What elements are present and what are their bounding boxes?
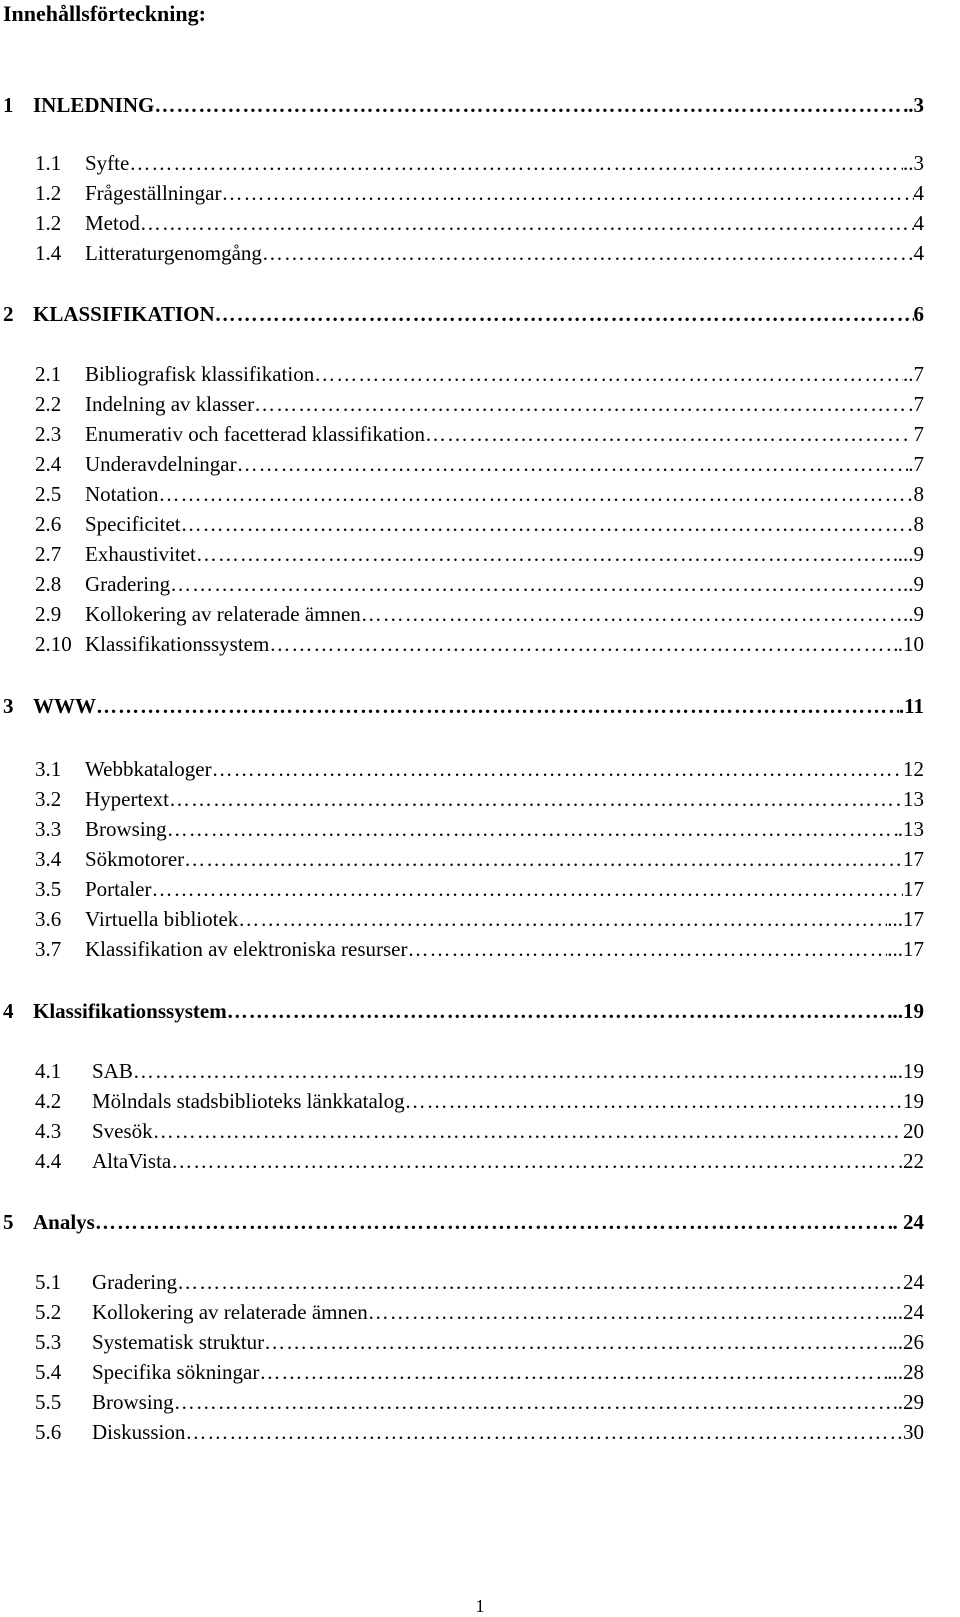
toc-entry-title: WWW — [33, 694, 96, 718]
toc-page-number: .7 — [908, 392, 924, 416]
toc-page-number: ...28 — [887, 1360, 924, 1384]
toc-entry-number: 4 — [3, 999, 14, 1023]
toc-section-entry[interactable] — [35, 935, 924, 963]
toc-entry-title: Klassifikation av elektroniska resurser — [85, 937, 408, 961]
toc-section-entry[interactable] — [35, 390, 924, 418]
toc-page-number: 17 — [903, 847, 924, 871]
toc-dot-leader — [215, 300, 914, 328]
toc-page-number: 19 — [903, 1089, 924, 1113]
toc-dot-leader — [133, 1057, 893, 1085]
toc-page-number: .13 — [897, 817, 924, 841]
toc-dot-leader — [238, 905, 887, 933]
toc-dot-leader — [237, 450, 909, 478]
toc-page-number: ..9 — [903, 602, 924, 626]
toc-entry-title: AltaVista — [92, 1149, 172, 1173]
toc-dot-leader — [314, 360, 903, 388]
toc-dot-leader — [221, 179, 913, 207]
toc-page-number: .4 — [908, 241, 924, 265]
toc-section-entry[interactable] — [35, 510, 924, 538]
toc-entry-title: Diskussion — [92, 1420, 186, 1444]
toc-entry-number: 2.5 — [35, 482, 62, 506]
toc-entry-number: 2.10 — [35, 632, 72, 656]
toc-entry-title: Virtuella bibliotek — [85, 907, 239, 931]
toc-chapter-entry[interactable] — [3, 1208, 924, 1236]
toc-section-entry[interactable] — [35, 570, 924, 598]
toc-page-number: 30 — [903, 1420, 924, 1444]
toc-entry-title: Klassifikationssystem — [33, 999, 227, 1023]
toc-entry-number: 2 — [3, 302, 14, 326]
toc-page-number: 22 — [903, 1149, 924, 1173]
toc-page-number: ..3 — [903, 151, 924, 175]
toc-dot-leader — [153, 1117, 903, 1145]
toc-page-number: 12 — [903, 757, 924, 781]
toc-section-entry[interactable] — [35, 1418, 924, 1446]
toc-section-entry[interactable] — [35, 1087, 924, 1115]
toc-entry-number: 3.2 — [35, 787, 62, 811]
toc-entry-title: Notation — [85, 482, 159, 506]
toc-dot-leader — [169, 785, 903, 813]
toc-page-number: 6 — [913, 302, 924, 326]
toc-section-entry[interactable] — [35, 450, 924, 478]
toc-entry-number: 3.7 — [35, 937, 62, 961]
toc-section-entry[interactable] — [35, 360, 924, 388]
toc-entry-title: Svesök — [92, 1119, 153, 1143]
toc-dot-leader — [95, 1208, 893, 1236]
toc-dot-leader — [174, 1388, 898, 1416]
toc-page-number: .7 — [908, 452, 924, 476]
toc-entry-title: Klassifikationssystem — [85, 632, 270, 656]
toc-page-number: ..7 — [903, 362, 924, 386]
toc-section-entry[interactable] — [35, 600, 924, 628]
toc-entry-number: 5.6 — [35, 1420, 62, 1444]
toc-entry-title: Browsing — [85, 817, 167, 841]
toc-section-entry[interactable] — [35, 540, 924, 568]
toc-entry-title: Bibliografisk klassifikation — [85, 362, 315, 386]
toc-entry-number: 2.1 — [35, 362, 62, 386]
toc-page-number: .29 — [897, 1390, 924, 1414]
toc-entry-title: Specifika sökningar — [92, 1360, 260, 1384]
toc-dot-leader — [171, 1147, 903, 1175]
page-number-footer: 1 — [475, 1596, 485, 1616]
toc-dot-leader — [177, 1268, 903, 1296]
toc-chapter-entry[interactable] — [3, 91, 924, 119]
toc-section-entry[interactable] — [35, 239, 924, 267]
toc-entry-number: 3.1 — [35, 757, 62, 781]
toc-page-number: 8 — [913, 482, 924, 506]
toc-entry-number: 3.5 — [35, 877, 62, 901]
toc-dot-leader — [185, 1418, 903, 1446]
toc-dot-leader — [405, 1087, 903, 1115]
toc-entry-number: 3 — [3, 694, 14, 718]
toc-entry-number: 2.3 — [35, 422, 62, 446]
toc-dot-leader — [425, 420, 903, 448]
toc-entry-number: 1.2 — [35, 181, 62, 205]
toc-entry-number: 2.7 — [35, 542, 62, 566]
toc-entry-title: Enumerativ och facetterad klassifikation — [85, 422, 425, 446]
toc-page-number: .11 — [898, 694, 924, 718]
toc-page-number: ..26 — [892, 1330, 924, 1354]
toc-entry-number: 2.4 — [35, 452, 62, 476]
toc-dot-leader — [368, 1298, 887, 1326]
toc-section-entry[interactable] — [35, 1328, 924, 1356]
toc-section-entry[interactable] — [35, 1268, 924, 1296]
toc-page-number: 8 — [913, 512, 924, 536]
toc-entry-title: Specificitet — [85, 512, 181, 536]
toc-entry-title: INLEDNING — [33, 93, 155, 117]
toc-dot-leader — [151, 875, 903, 903]
toc-entry-number: 1.2 — [35, 211, 62, 235]
toc-page-number: 20 — [903, 1119, 924, 1143]
toc-section-entry[interactable] — [35, 480, 924, 508]
toc-entry-title: Gradering — [92, 1270, 178, 1294]
toc-page-number: ...17 — [887, 937, 924, 961]
toc-entry-number: 1.1 — [35, 151, 62, 175]
toc-entry-title: Portaler — [85, 877, 152, 901]
toc-page-number: ...19 — [887, 999, 924, 1023]
toc-entry-number: 3.3 — [35, 817, 62, 841]
toc-entry-number: 4.3 — [35, 1119, 62, 1143]
toc-section-entry[interactable] — [35, 755, 924, 783]
toc-section-entry[interactable] — [35, 179, 924, 207]
toc-entry-number: 5.5 — [35, 1390, 62, 1414]
toc-entry-number: 2.2 — [35, 392, 62, 416]
toc-entry-number: 5.4 — [35, 1360, 62, 1384]
toc-entry-title: Analys — [33, 1210, 95, 1234]
toc-dot-leader — [181, 510, 914, 538]
page-title: Innehållsförteckning: — [3, 1, 206, 26]
toc-entry-number: 5.3 — [35, 1330, 62, 1354]
toc-entry-title: Indelning av klasser — [85, 392, 255, 416]
toc-dot-leader — [361, 600, 903, 628]
toc-entry-title: Gradering — [85, 572, 171, 596]
toc-dot-leader — [159, 480, 914, 508]
toc-dot-leader — [269, 630, 897, 658]
toc-entry-title: Frågeställningar — [85, 181, 222, 205]
toc-entry-title: Webbkataloger — [85, 757, 212, 781]
toc-section-entry[interactable] — [35, 209, 924, 237]
toc-chapter-entry[interactable] — [3, 692, 924, 720]
toc-dot-leader — [254, 390, 908, 418]
toc-page-number: .3 — [908, 93, 924, 117]
toc-dot-leader — [408, 935, 888, 963]
toc-dot-leader — [212, 755, 903, 783]
toc-page-number: 13 — [903, 787, 924, 811]
toc-dot-leader — [154, 91, 908, 119]
toc-section-entry[interactable] — [35, 815, 924, 843]
toc-dot-leader — [129, 149, 903, 177]
toc-chapter-entry[interactable] — [3, 997, 924, 1025]
toc-section-entry[interactable] — [35, 845, 924, 873]
toc-section-entry[interactable] — [35, 1147, 924, 1175]
toc-entry-title: Exhaustivitet — [85, 542, 196, 566]
toc-page-number: ...24 — [887, 1300, 924, 1324]
toc-section-entry[interactable] — [35, 875, 924, 903]
toc-dot-leader — [170, 570, 903, 598]
toc-entry-title: Sökmotorer — [85, 847, 185, 871]
toc-page-number: . 24 — [892, 1210, 924, 1234]
toc-entry-number: 1.4 — [35, 241, 62, 265]
toc-entry-number: 5 — [3, 1210, 14, 1234]
toc-dot-leader — [259, 1358, 887, 1386]
toc-entry-number: 2.6 — [35, 512, 62, 536]
toc-entry-number: 5.1 — [35, 1270, 62, 1294]
toc-dot-leader — [262, 239, 908, 267]
toc-page-number: ..9 — [903, 572, 924, 596]
toc-page-number: ..19 — [892, 1059, 924, 1083]
toc-entry-title: Mölndals stadsbiblioteks länkkatalog — [92, 1089, 405, 1113]
toc-section-entry[interactable] — [35, 630, 924, 658]
toc-section-entry[interactable] — [35, 1388, 924, 1416]
toc-entry-title: Hypertext — [85, 787, 169, 811]
toc-page-number: 4 — [913, 211, 924, 235]
toc-section-entry[interactable] — [35, 420, 924, 448]
toc-entry-title: Kollokering av relaterade ämnen — [85, 602, 361, 626]
toc-entry-number: 4.2 — [35, 1089, 62, 1113]
toc-entry-title: Kollokering av relaterade ämnen — [92, 1300, 368, 1324]
toc-entry-title: Browsing — [92, 1390, 174, 1414]
toc-entry-title: Syfte — [85, 151, 130, 175]
toc-entry-number: 3.4 — [35, 847, 62, 871]
toc-entry-number: 2.9 — [35, 602, 62, 626]
toc-section-entry[interactable] — [35, 149, 924, 177]
toc-entry-title: Litteraturgenomgång — [85, 241, 262, 265]
toc-dot-leader — [184, 845, 903, 873]
toc-entry-title: Metod — [85, 211, 140, 235]
toc-entry-title: Underavdelningar — [85, 452, 237, 476]
toc-entry-number: 4.4 — [35, 1149, 62, 1173]
toc-page-number: . 7 — [903, 422, 924, 446]
toc-entry-number: 3.6 — [35, 907, 62, 931]
toc-page-number: ...9 — [897, 542, 924, 566]
toc-page-number: .10 — [897, 632, 924, 656]
toc-entry-number: 5.2 — [35, 1300, 62, 1324]
toc-page-number: 4 — [913, 181, 924, 205]
toc-section-entry[interactable] — [35, 1358, 924, 1386]
toc-entry-title: KLASSIFIKATION — [33, 302, 215, 326]
toc-entry-number: 2.8 — [35, 572, 62, 596]
toc-section-entry[interactable] — [35, 785, 924, 813]
toc-page-number: 24 — [903, 1270, 924, 1294]
toc-chapter-entry[interactable] — [3, 300, 924, 328]
toc-page-number: 17 — [903, 877, 924, 901]
toc-entry-title: SAB — [92, 1059, 133, 1083]
toc-section-entry[interactable] — [35, 1298, 924, 1326]
toc-page-number: ...17 — [887, 907, 924, 931]
toc-dot-leader — [96, 692, 899, 720]
toc-dot-leader — [264, 1328, 892, 1356]
toc-section-entry[interactable] — [35, 905, 924, 933]
toc-dot-leader — [167, 815, 898, 843]
toc-section-entry[interactable] — [35, 1117, 924, 1145]
toc-dot-leader — [227, 997, 888, 1025]
toc-section-entry[interactable] — [35, 1057, 924, 1085]
toc-entry-number: 4.1 — [35, 1059, 62, 1083]
toc-entry-number: 1 — [3, 93, 14, 117]
toc-entry-title: Systematisk struktur — [92, 1330, 265, 1354]
toc-dot-leader — [196, 540, 898, 568]
toc-dot-leader — [140, 209, 914, 237]
